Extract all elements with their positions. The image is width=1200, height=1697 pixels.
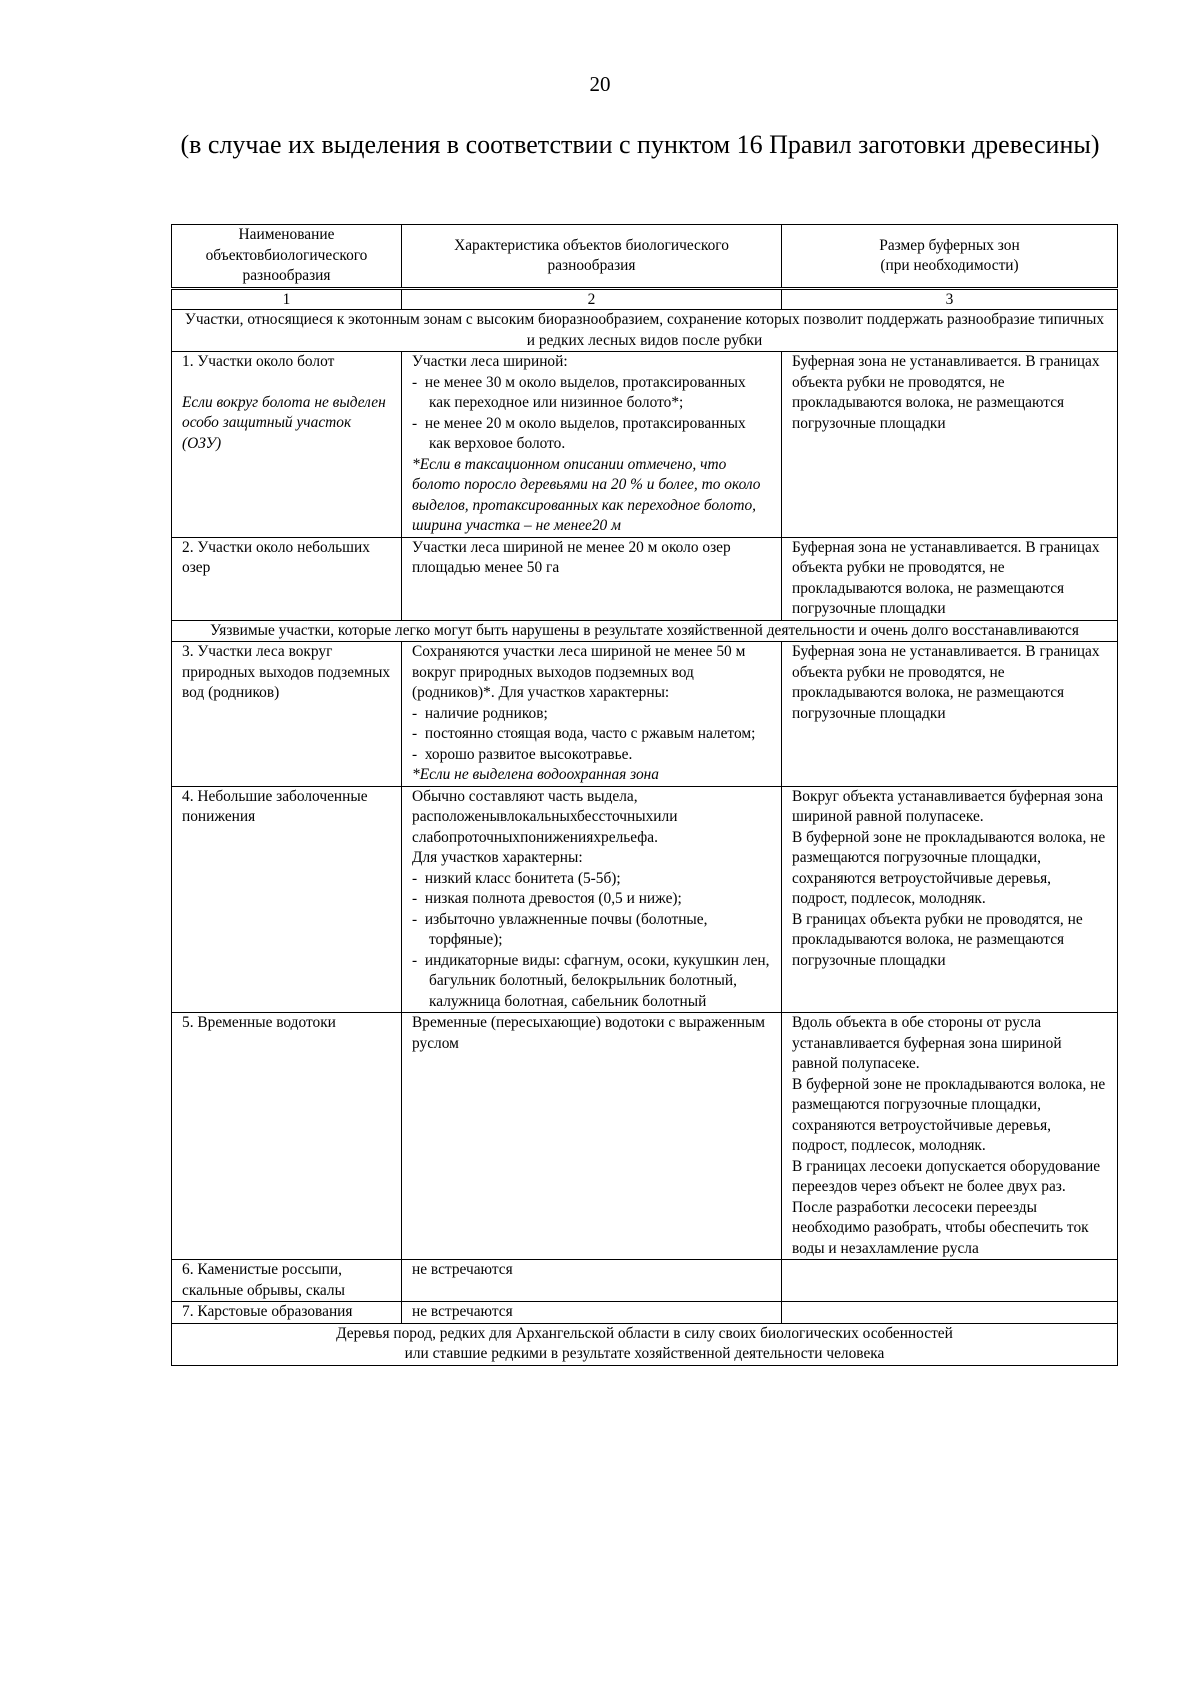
row-characteristics: не встречаются xyxy=(402,1302,782,1324)
column-header-buffer: Размер буферных зон (при необходимости) xyxy=(782,225,1118,289)
list-item: - низкая полнота древостоя (0,5 и ниже); xyxy=(412,889,771,910)
column-header-name: Наименование объектовбиологического разнообразия xyxy=(172,225,402,289)
row-buffer xyxy=(782,1260,1118,1302)
buffer-paragraph: В границах лесоеки допускается оборудование переездов через объект не более двух раз. xyxy=(792,1157,1101,1195)
column-number: 1 xyxy=(172,289,402,310)
row-characteristics: Участки леса шириной не менее 20 м около озер площадью менее 50 га xyxy=(402,537,782,620)
column-number: 2 xyxy=(402,289,782,310)
row-name-text: 1. Участки около болот xyxy=(182,353,335,370)
page-heading: (в случае их выделения в соответствии с пунктом 16 Правил заготовки древесины) xyxy=(180,130,1100,159)
section-title-ecotone: Участки, относящиеся к экотонным зонам с высоким биоразнообразием, сохранение которых позволит поддержать разнообразие типичных и редких лесных видов после рубки xyxy=(172,310,1118,352)
row-buffer xyxy=(782,786,1118,1013)
table-row xyxy=(172,1302,1118,1324)
char-note: *Если не выделена водоохранная зона xyxy=(412,766,659,783)
column-header-characteristics: Характеристика объектов биологического разнообразия xyxy=(402,225,782,289)
table-row xyxy=(172,537,1118,620)
list-item: - хорошо развитое высокотравье. xyxy=(412,745,771,766)
table-row xyxy=(172,352,1118,538)
buffer-paragraph: Вдоль объекта в обе стороны от русла устанавливается буферная зона шириной равной полупасеке. xyxy=(792,1014,1062,1072)
row-name: 6. Каменистые россыпи, скальные обрывы, скалы xyxy=(172,1260,402,1302)
biodiversity-table xyxy=(171,224,1118,1366)
list-item: - не менее 20 м около выделов, протаксированных как верховое болото. xyxy=(412,414,771,455)
row-buffer: Буферная зона не устанавливается. В границах объекта рубки не проводятся, не прокладываются волока, не размещаются погрузочные площадки xyxy=(782,352,1118,538)
section-row xyxy=(172,620,1118,642)
char-list xyxy=(412,869,771,1013)
row-buffer: Буферная зона не устанавливается. В границах объекта рубки не проводятся, не прокладываются волока, не размещаются погрузочные площадки xyxy=(782,642,1118,787)
section-line: Деревья пород, редких для Архангельской области в силу своих биологических особенностей xyxy=(336,1324,953,1342)
list-item: - наличие родников; xyxy=(412,704,771,725)
row-name: 4. Небольшие заболоченные понижения xyxy=(172,786,402,1013)
char-intro: Обычно составляют часть выдела, расположенывлокальныхбессточныхили слабопроточныхпониженияхрельефа. xyxy=(412,787,678,846)
section-line: или ставшие редкими в результате хозяйственной деятельности человека xyxy=(404,1345,885,1362)
column-number: 3 xyxy=(782,289,1118,310)
column-numbers-row xyxy=(172,289,1118,310)
char-intro: Сохраняются участки леса шириной не менее 50 м вокруг природных выходов подземных вод (родников)*. Для участков характерны: xyxy=(412,643,746,701)
table-row xyxy=(172,642,1118,787)
list-item: - не менее 30 м около выделов, протаксированных как переходное или низинное болото*; xyxy=(412,373,771,414)
table-row xyxy=(172,1260,1118,1302)
buffer-paragraph: В буферной зоне не прокладываются волока, не размещаются погрузочные площадки, сохраняются ветроустойчивые деревья, подрост, подлесок, молодняк. xyxy=(792,1075,1106,1154)
list-item: - избыточно увлажненные почвы (болотные, торфяные); xyxy=(412,910,771,951)
row-name-note: Если вокруг болота не выделен особо защитный участок (ОЗУ) xyxy=(182,393,386,452)
row-characteristics xyxy=(402,352,782,538)
char-intro-2: Для участков характерны: xyxy=(412,849,583,866)
buffer-paragraph: Вокруг объекта устанавливается буферная зона шириной равной полупасеке. xyxy=(792,787,1104,825)
row-characteristics: Временные (пересыхающие) водотоки с выраженным руслом xyxy=(402,1013,782,1260)
table-row xyxy=(172,786,1118,1013)
row-buffer xyxy=(782,1302,1118,1324)
list-item: - низкий класс бонитета (5-5б); xyxy=(412,869,771,890)
char-list xyxy=(412,373,771,455)
row-buffer: Буферная зона не устанавливается. В границах объекта рубки не проводятся, не прокладываются волока, не размещаются погрузочные площадки xyxy=(782,537,1118,620)
char-intro: Участки леса шириной: xyxy=(412,353,568,370)
char-note: *Если в таксационном описании отмечено, что болото поросло деревьями на 20 % и более, то около выделов, протаксированных как переходное болото, ширина участка – не менее20 м xyxy=(412,455,761,534)
buffer-paragraph: После разработки лесосеки переезды необходимо разобрать, чтобы обеспечить ток воды и незахламление русла xyxy=(792,1198,1089,1257)
row-name xyxy=(172,352,402,538)
table-row xyxy=(172,1013,1118,1260)
list-item: - постоянно стоящая вода, часто с ржавым налетом; xyxy=(412,724,771,745)
row-name: 3. Участки леса вокруг природных выходов подземных вод (родников) xyxy=(172,642,402,787)
section-title-rare-trees xyxy=(172,1323,1118,1365)
list-item: - индикаторные виды: сфагнум, осоки, кукушкин лен, багульник болотный, белокрыльник болотный, калужница болотная, сабельник болотный xyxy=(412,951,771,1013)
section-row xyxy=(172,1323,1118,1365)
page-number: 20 xyxy=(589,72,611,96)
row-characteristics xyxy=(402,786,782,1013)
buffer-paragraph: В буферной зоне не прокладываются волока, не размещаются погрузочные площадки, сохраняются ветроустойчивые деревья, подрост, подлесок, молодняк. xyxy=(792,828,1106,907)
row-buffer xyxy=(782,1013,1118,1260)
section-title-vulnerable: Уязвимые участки, которые легко могут быть нарушены в результате хозяйственной деятельности и очень долго восстанавливаются xyxy=(172,620,1118,642)
row-name: 5. Временные водотоки xyxy=(172,1013,402,1260)
buffer-paragraph: В границах объекта рубки не проводятся, не прокладываются волока, не размещаются погрузочные площадки xyxy=(792,910,1083,969)
row-name: 2. Участки около небольших озер xyxy=(172,537,402,620)
row-characteristics xyxy=(402,642,782,787)
row-characteristics: не встречаются xyxy=(402,1260,782,1302)
row-name: 7. Карстовые образования xyxy=(172,1302,402,1324)
section-row xyxy=(172,310,1118,352)
char-list xyxy=(412,704,771,766)
table-header-row xyxy=(172,225,1118,289)
